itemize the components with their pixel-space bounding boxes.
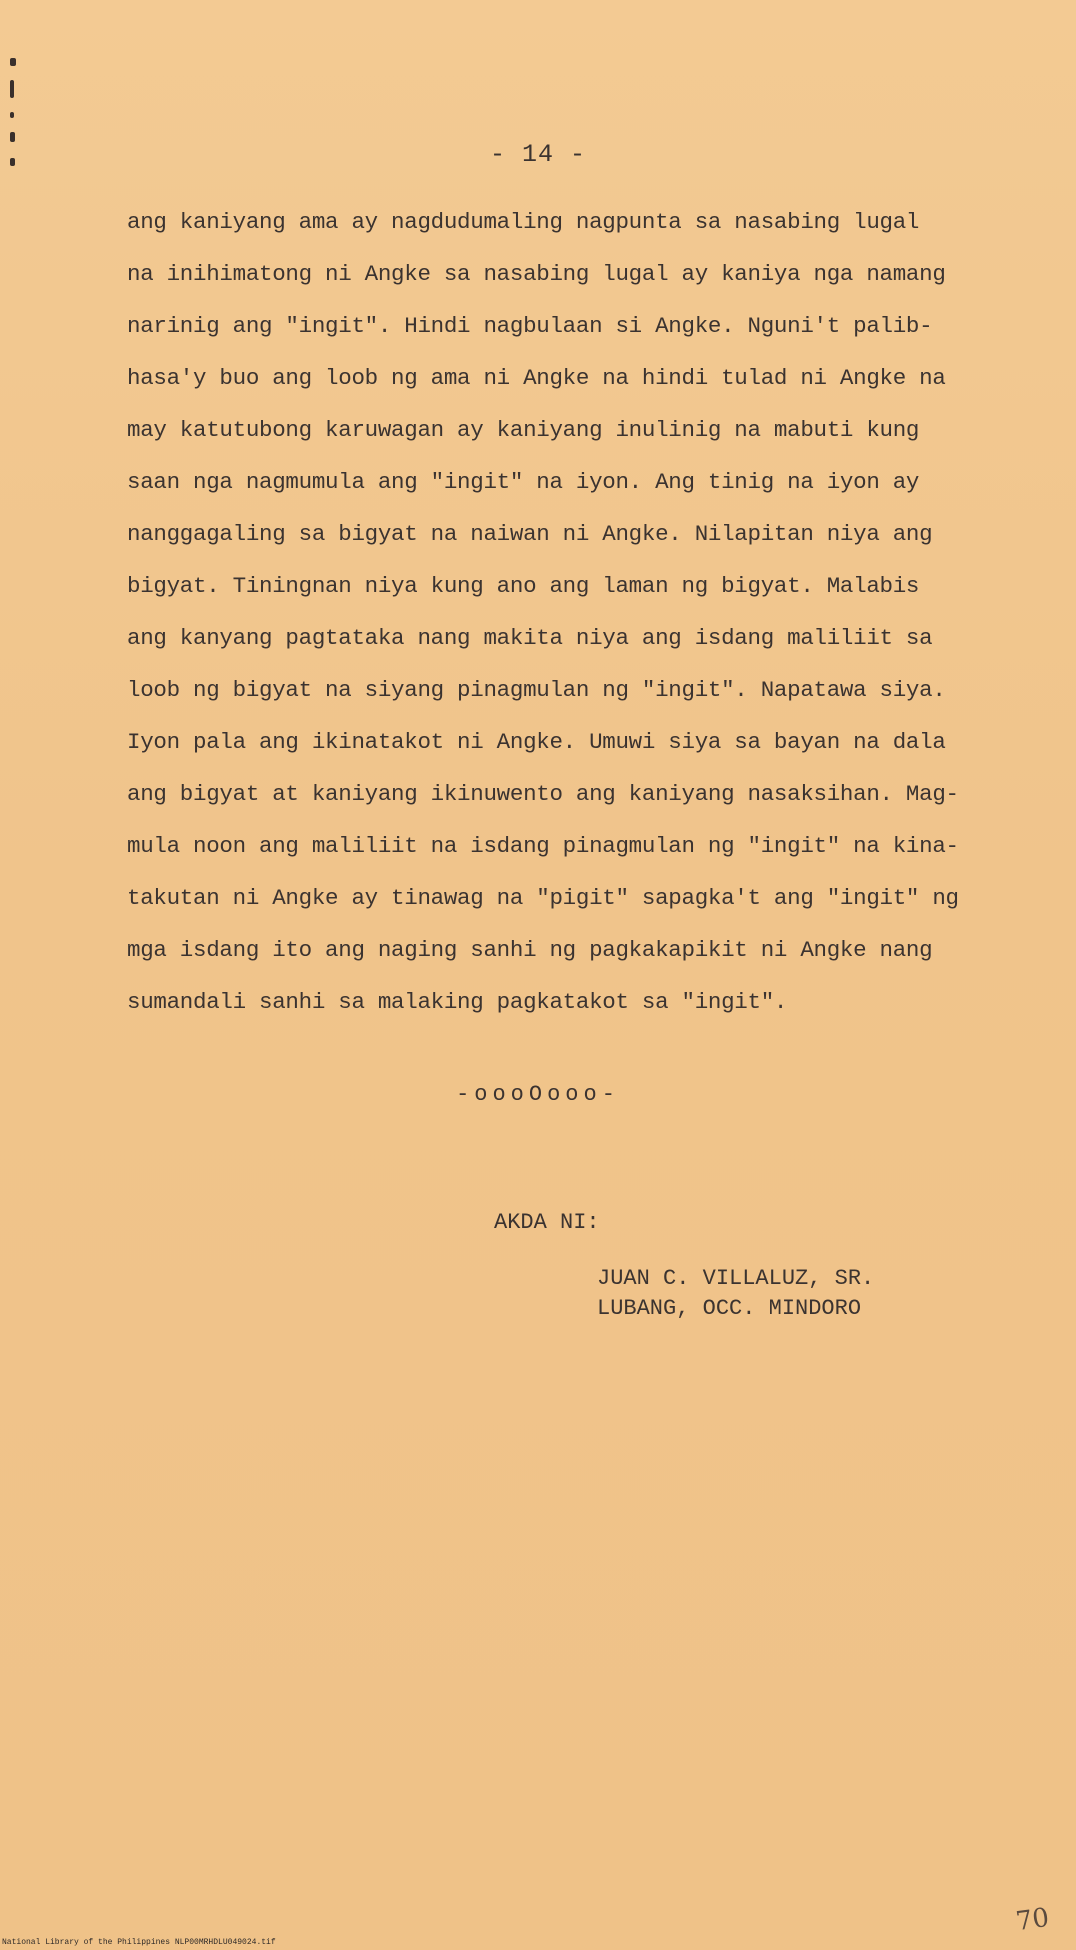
byline-label: AKDA NI: — [494, 1210, 600, 1235]
archive-footer: National Library of the Philippines NLP00MRHDLU049024.tif — [2, 1938, 276, 1947]
text-line: ang bigyat at kaniyang ikinuwento ang kaniyang nasaksihan. Mag- — [127, 781, 959, 807]
author-name: JUAN C. VILLALUZ, SR. — [597, 1266, 875, 1291]
section-separator: -oooOooo- — [456, 1082, 620, 1107]
text-line: takutan ni Angke ay tinawag na "pigit" sapagka't ang "ingit" ng — [127, 885, 959, 911]
text-line: may katutubong karuwagan ay kaniyang inulinig na mabuti kung — [127, 417, 920, 443]
margin-mark — [10, 58, 16, 66]
text-line: ang kanyang pagtataka nang makita niya ang isdang maliliit sa — [127, 625, 933, 651]
margin-mark — [10, 112, 14, 118]
text-line: sumandali sanhi sa malaking pagkatakot sa "ingit". — [127, 989, 788, 1015]
text-line: bigyat. Tiningnan niya kung ano ang laman ng bigyat. Malabis — [127, 573, 920, 599]
text-line: mga isdang ito ang naging sanhi ng pagkakapikit ni Angke nang — [127, 937, 933, 963]
text-line: mula noon ang maliliit na isdang pinagmulan ng "ingit" na kina- — [127, 833, 959, 859]
text-line: loob ng bigyat na siyang pinagmulan ng "ingit". Napatawa siya. — [127, 677, 946, 703]
text-line: na inihimatong ni Angke sa nasabing lugal ay kaniya nga namang — [127, 261, 946, 287]
author-location: LUBANG, OCC. MINDORO — [597, 1296, 862, 1321]
text-line: ang kaniyang ama ay nagdudumaling nagpunta sa nasabing lugal — [127, 209, 920, 235]
folio-number: 70 — [1014, 1902, 1052, 1938]
text-line: nanggagaling sa bigyat na naiwan ni Angke. Nilapitan niya ang — [127, 521, 933, 547]
text-line: hasa'y buo ang loob ng ama ni Angke na hindi tulad ni Angke na — [127, 365, 946, 391]
text-line: Iyon pala ang ikinatakot ni Angke. Umuwi siya sa bayan na dala — [127, 729, 946, 755]
text-line: narinig ang "ingit". Hindi nagbulaan si Angke. Nguni't palib- — [127, 313, 933, 339]
text-line: saan nga nagmumula ang "ingit" na iyon. Ang tinig na iyon ay — [127, 469, 920, 495]
body-text — [127, 196, 959, 1028]
page-number: - 14 - — [489, 140, 586, 169]
margin-mark — [10, 80, 14, 98]
author-block — [597, 1264, 874, 1324]
